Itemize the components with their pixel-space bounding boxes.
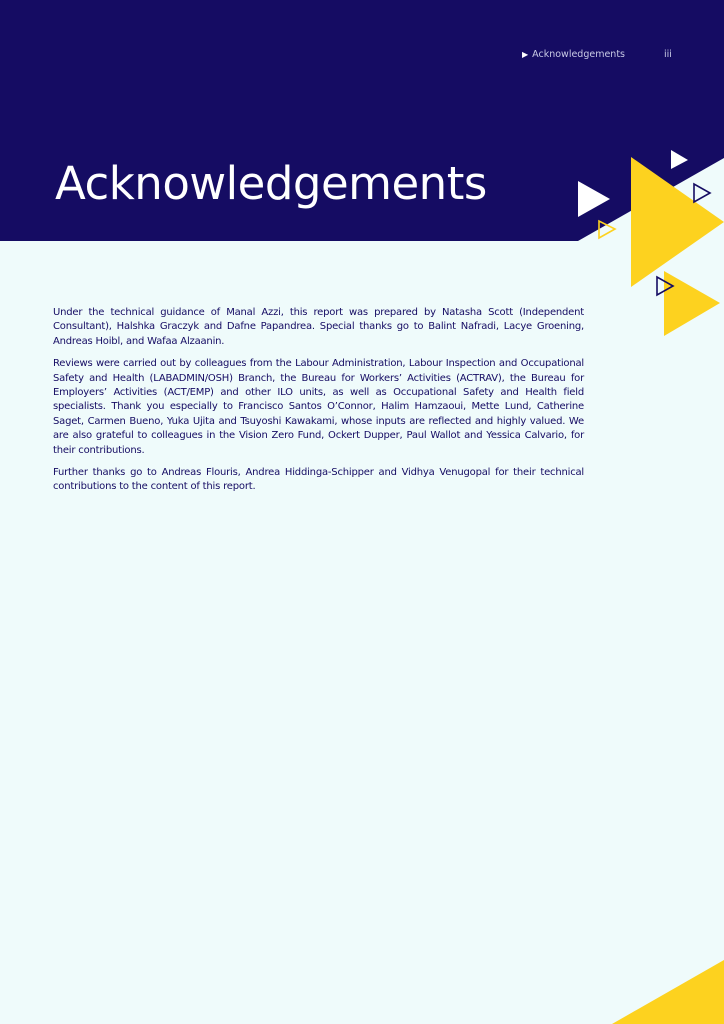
acknowledgements-body — [53, 306, 584, 503]
navy-outline-triangle-lower — [657, 277, 673, 295]
paragraph-2: Reviews were carried out by colleagues from the Labour Administration, Labour Inspection and Occupational Safety and Health (LABADMIN/OSH) Branch, the Bureau for Workers’ Activities (ACTRAV), the Bureau for Employers’ Activities (ACT/EMP) and other ILO units, as well as Occupational Safety and Health field specialists. Thank you especially to Francisco Santos O’Connor, Halim Hamzaoui, Mette Lund, Catherine Saget, Carmen Bueno, Yuka Ujita and Tsuyoshi Kawakami, whose inputs are reflected and highly valued. We are also grateful to colleagues in the Vision Zero Fund, Ockert Dupper, Paul Wallot and Yessica Calvario, for their contributions. — [53, 358, 584, 456]
paragraph-1: Under the technical guidance of Manal Azzi, this report was prepared by Natasha Scott (Independent Consultant), Halshka Graczyk and Dafne Papandrea. Special thanks go to Balint Nafradi, Lacye Groening, Andreas Hoibl, and Wafaa Alzaanin. — [53, 307, 584, 347]
paragraph-3: Further thanks go to Andreas Flouris, Andrea Hiddinga-Schipper and Vidhya Venugopal for their technical contributions to the content of this report. — [53, 467, 584, 493]
play-triangle-icon: ▶ — [522, 50, 529, 59]
running-head-section-label: Acknowledgements — [532, 49, 625, 60]
page-title: Acknowledgements — [55, 157, 487, 210]
bottom-corner-triangle — [612, 960, 724, 1024]
small-yellow-triangle — [664, 271, 720, 336]
page-number: iii — [664, 49, 672, 60]
running-head — [522, 49, 625, 60]
